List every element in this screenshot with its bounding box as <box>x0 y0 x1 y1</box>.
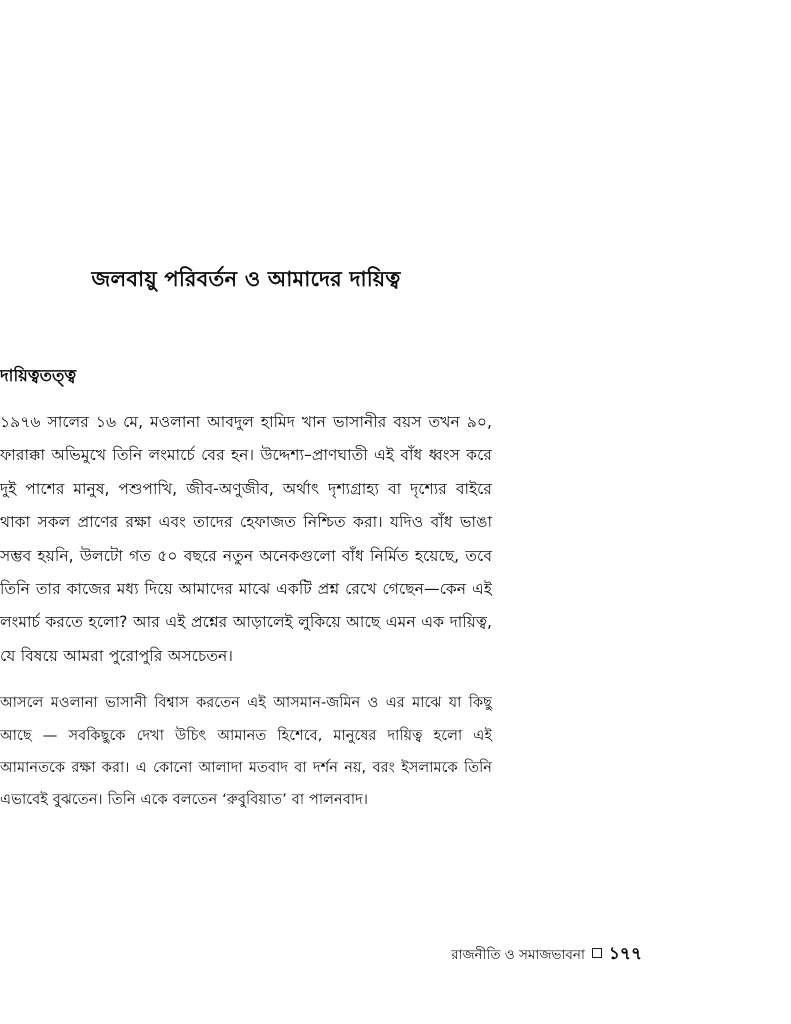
footer-section-label: রাজনীতি ও সমাজভাবনা <box>451 947 585 963</box>
paragraph-2: আসলে মওলানা ভাসানী বিশ্বাস করতেন এই আসমান-জমিন ও এর মাঝে যা কিছু আছে — সবকিছুকে দেখা উচিৎ আমানত হিশেবে, মানুষের দায়িত্ব হলো এই আমানতকে রক্ষা করা। এ কোনো আলাদা মতবাদ বা দর্শন নয়, বরং ইসলামকে তিনি এভাবেই বুঝতেন। তিনি একে বলতেন ‘রুবুবিয়াত’ বা পালনবাদ। <box>0 694 492 809</box>
hollow-square-icon <box>592 948 602 958</box>
paragraph-1: ১৯৭৬ সালের ১৬ মে, মওলানা আবদুল হামিদ খান ভাসানীর বয়স তখন ৯০, ফারাক্কা অভিমুখে তিনি লংমার্চে বের হন। উদ্দেশ্য–প্রাণঘাতী এই বাঁধ ধ্বংস করে দুই পাশের মানুষ, পশুপাখি, জীব-অণুজীব, অর্থাৎ দৃশ্যগ্রাহ্য বা দৃশ্যের বাইরে থাকা সকল প্রাণের রক্ষা এবং তাদের হেফাজত নিশ্চিত করা। যদিও বাঁধ ভাঙা সম্ভব হয়নি, উলটো গত ৫০ বছরে নতুন অনেকগুলো বাঁধ নির্মিত হয়েছে, তবে তিনি তার কাজের মধ্য দিয়ে আমাদের মাঝে একটি প্রশ্ন রেখে গেছেন—কেন এই লংমার্চ করতে হলো? আর এই প্রশ্নের আড়ালেই লুকিয়ে আছে এমন এক দায়িত্ব, যে বিষয়ে আমরা পুরোপুরি অসচেতন। <box>0 413 492 665</box>
chapter-title: জলবায়ু পরিবর্তন ও আমাদের দায়িত্ব <box>91 267 401 291</box>
page-footer <box>150 946 642 963</box>
section-heading: দায়িত্বতত্ত্ব <box>0 366 77 385</box>
body-text <box>0 406 492 817</box>
page-number: ১৭৭ <box>608 944 642 964</box>
